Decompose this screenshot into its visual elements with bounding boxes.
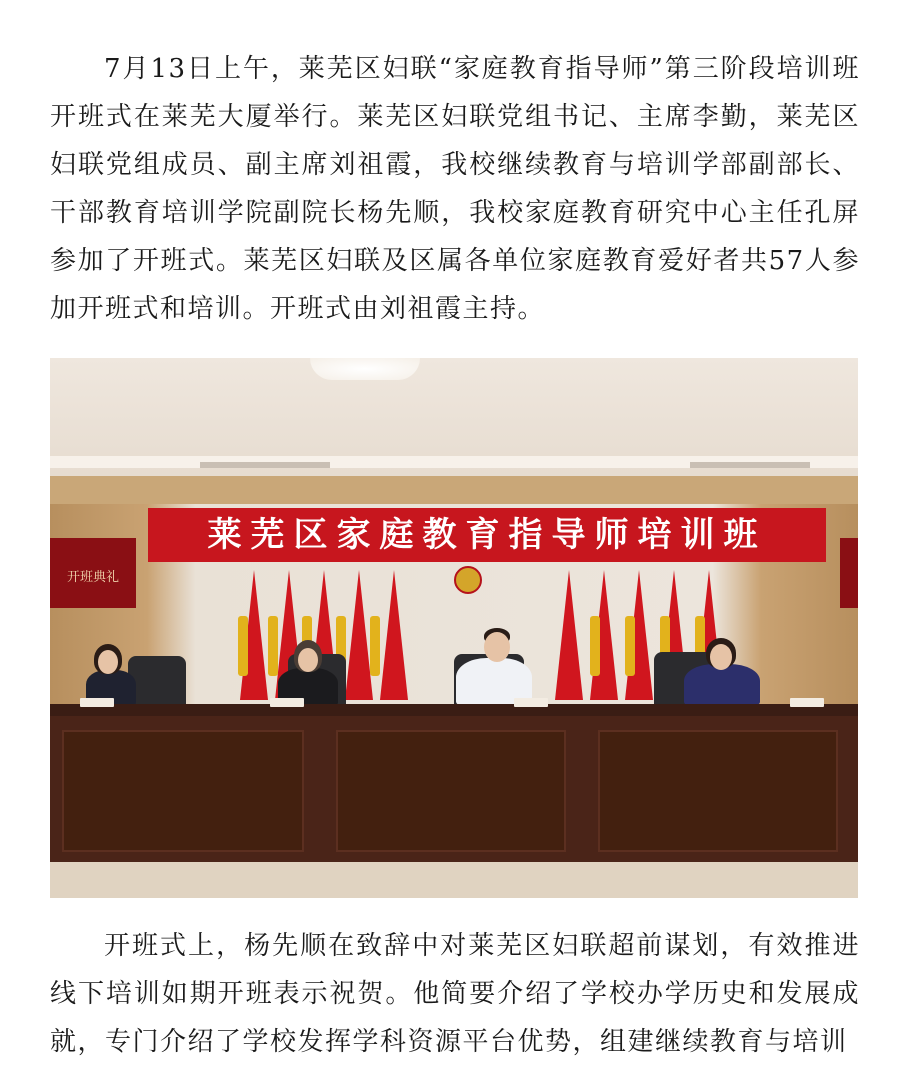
- red-flag: [555, 570, 583, 700]
- red-banner: 莱芜区家庭教育指导师培训班: [148, 508, 826, 562]
- attendee-face: [710, 644, 732, 670]
- gold-tassel: [268, 616, 278, 676]
- floor: [50, 862, 858, 898]
- name-plate: [790, 698, 824, 707]
- gold-tassel: [238, 616, 248, 676]
- left-screen: [50, 538, 136, 608]
- red-flag: [380, 570, 408, 700]
- chair: [128, 656, 186, 706]
- attendee: [684, 664, 760, 706]
- article-paragraph-1: 7月13日上午，莱芜区妇联“家庭教育指导师”第三阶段培训班开班式在莱芜大厦举行。莱芜区妇联党组书记、主席李勤，莱芜区妇联党组成员、副主席刘祖霞，我校继续教育与培训学部副部长、干部教育培训学院副院长杨先顺，我校家庭教育研究中心主任孔屏参加了开班式。莱芜区妇联及区属各单位家庭教育爱好者共57人参加开班式和培训。开班式由刘祖霞主持。: [50, 54, 860, 324]
- left-screen-text: 开班典礼: [66, 570, 119, 585]
- wall-beam: [50, 476, 858, 504]
- ceiling-vent: [690, 462, 810, 468]
- ceiling-vent: [200, 462, 330, 468]
- gold-tassel: [590, 616, 600, 676]
- attendee-face: [298, 648, 318, 672]
- gold-tassel: [370, 616, 380, 676]
- attendee-face: [98, 650, 118, 674]
- event-photo: [50, 358, 858, 898]
- table-panel: [598, 730, 838, 852]
- name-plate: [270, 698, 304, 707]
- name-plate: [514, 698, 548, 707]
- table-panel: [62, 730, 304, 852]
- gold-tassel: [625, 616, 635, 676]
- attendee-face: [484, 632, 510, 662]
- red-flag: [345, 570, 373, 700]
- article-paragraph-2: 开班式上，杨先顺在致辞中对莱芜区妇联超前谋划，有效推进线下培训如期开班表示祝贺。他简要介绍了学校办学历史和发展成就，专门介绍了学校发挥学科资源平台优势，组建继续教育与培训: [50, 931, 860, 1057]
- right-screen: [840, 538, 858, 608]
- ceiling-light: [310, 358, 420, 380]
- table-panel: [336, 730, 566, 852]
- table-top: [50, 704, 858, 716]
- national-emblem-icon: [454, 566, 482, 594]
- name-plate: [80, 698, 114, 707]
